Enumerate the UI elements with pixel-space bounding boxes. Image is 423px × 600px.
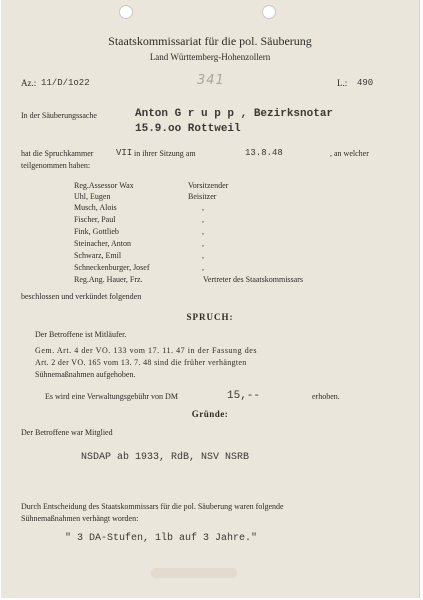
fee-post: erhoben.: [312, 392, 340, 401]
member-role: ,: [202, 251, 204, 260]
az-label: Az.:: [21, 78, 37, 88]
case-birth: 15.9.oo Rottweil: [135, 123, 241, 135]
member-role: ,: [202, 203, 204, 212]
session-post: , an welcher: [330, 149, 369, 158]
letterhead-subtitle: Land Württemberg-Hohenzollern: [149, 52, 271, 62]
session-pre: hat die Spruchkammer: [21, 149, 94, 158]
member-name: Reg.Assessor Wax: [74, 181, 134, 190]
case-name: Anton G r u p p , Bezirksnotar: [135, 108, 334, 120]
spruch-heading: SPRUCH:: [186, 312, 234, 322]
fee-amount: 15,--: [227, 390, 261, 402]
bleed-through-smudge: [151, 568, 237, 578]
punch-hole-left: [119, 5, 133, 19]
l-label: L.:: [337, 78, 348, 88]
member-name: Musch, Alois: [74, 203, 117, 212]
spruch-text-line: Gem. Art. 4 der VO. 133 vom 17. 11. 47 in der Fassung des: [35, 346, 258, 355]
memberships: NSDAP ab 1933, RdB, NSV NSRB: [81, 452, 250, 463]
session-date: 13.8.48: [245, 148, 283, 158]
member-role: Beisitzer: [188, 192, 217, 201]
member-role: Vorsitzender: [188, 181, 229, 190]
l-value: 490: [357, 78, 374, 88]
member-name: Steinacher, Anton: [74, 239, 131, 248]
session-chamber: VII: [116, 148, 133, 158]
member-role: ,: [202, 239, 204, 248]
closing-line: beschlossen und verkündet folgenden: [21, 292, 142, 301]
pencil-file-number: 341: [197, 73, 225, 88]
document-page: [1, 0, 420, 598]
measures: " 3 DA-Stufen, 1lb auf 3 Jahre.": [65, 533, 258, 544]
case-intro: In der Säuberungssache: [21, 111, 97, 120]
session-line2: teilgenommen haben:: [21, 161, 91, 170]
member-role: ,: [202, 263, 204, 272]
gruende-heading: Gründe:: [191, 409, 229, 419]
member-name: Schneckenburger, Josef: [74, 263, 150, 272]
az-value: 11/D/1o22: [41, 78, 90, 88]
spruch-text-line: Sühnemaßnahmen aufgehoben.: [35, 370, 136, 379]
decision-line: Sühnemaßnahmen verhängt worden:: [21, 514, 139, 523]
letterhead-title: Staatskommissariat für die pol. Säuberung: [108, 34, 312, 48]
member-name: Uhl, Eugen: [74, 192, 111, 201]
spruch-verdict: Der Betroffene ist Mitläufer.: [35, 330, 127, 339]
member-role: ,: [202, 215, 204, 224]
spruch-text-line: Art. 2 der VO. 165 vom 13. 7. 48 sind die früher verhängten: [35, 358, 247, 367]
member-name: Reg.Ang. Hauer, Frz.: [74, 275, 143, 284]
fee-text: Es wird eine Verwaltungsgebühr von DM: [45, 392, 178, 401]
member-name: Schwarz, Emil: [74, 251, 122, 260]
punch-hole-right: [262, 5, 276, 19]
session-mid: in ihrer Sitzung am: [134, 149, 196, 158]
decision-line: Durch Entscheidung des Staatskommissars für die pol. Säuberung waren folgende: [21, 502, 284, 511]
member-role: Vertreter des Staatskommissars: [203, 275, 303, 284]
member-name: Fischer, Paul: [74, 215, 116, 224]
member-role: ,: [202, 227, 204, 236]
member-name: Fink, Gottlieb: [74, 227, 119, 236]
gruende-intro: Der Betroffene war Mitglied: [21, 428, 113, 437]
